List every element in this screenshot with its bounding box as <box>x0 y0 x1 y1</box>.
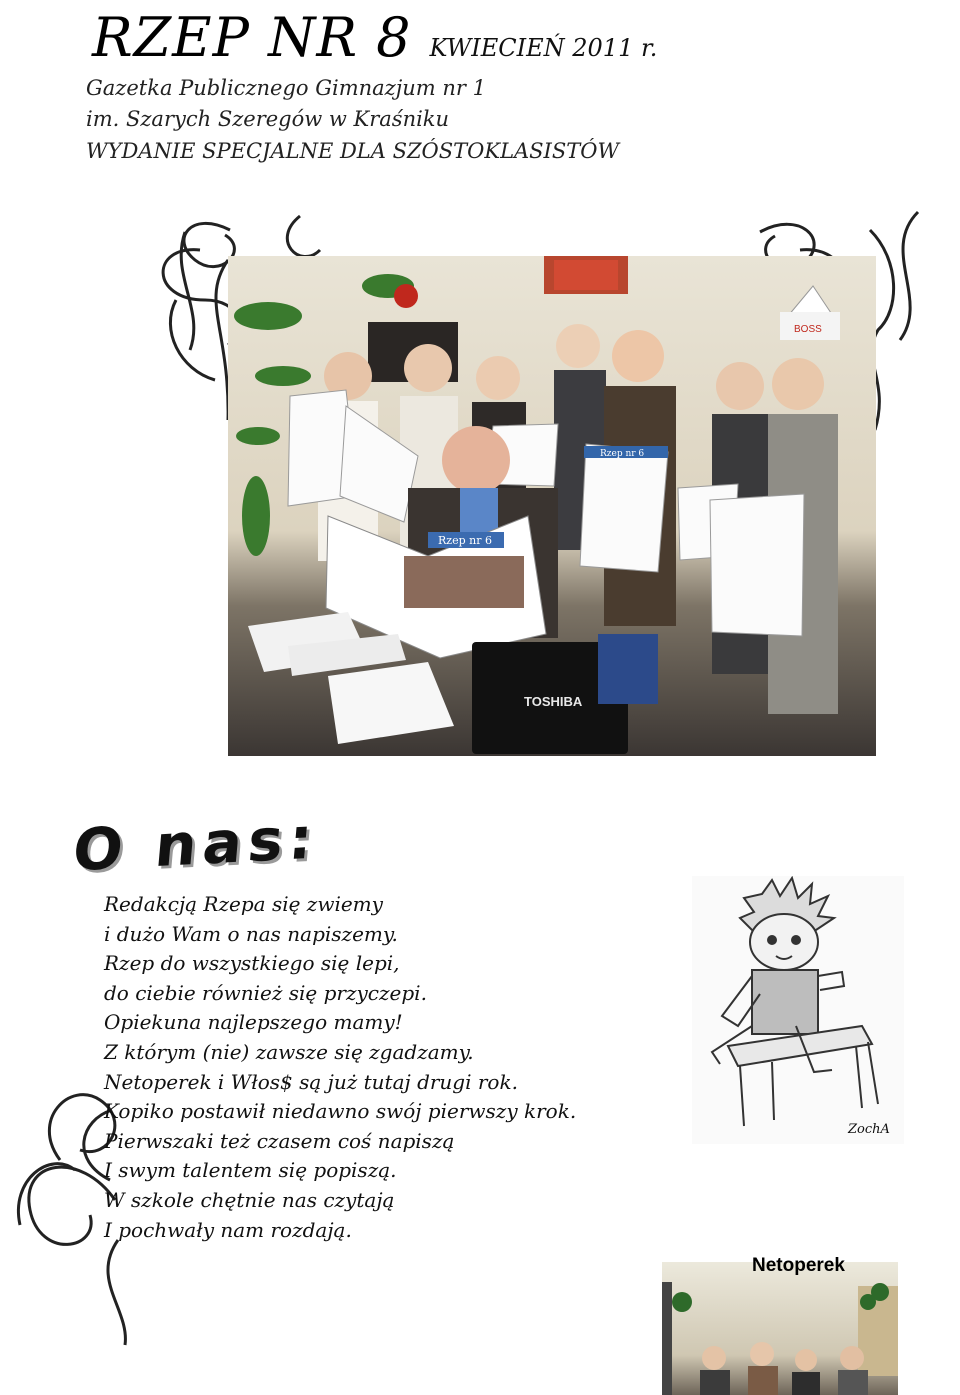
poem-line: I swym talentem się popiszą. <box>104 1158 397 1183</box>
character-sketch <box>692 876 904 1144</box>
issue-date: KWIECIEŃ 2011 r. <box>429 34 658 62</box>
sketch-drawing <box>692 876 904 1144</box>
sketch-credit: ZochA <box>848 1122 890 1137</box>
poem-line: W szkole chętnie nas czytają <box>104 1187 395 1212</box>
masthead-title <box>92 6 657 69</box>
poem-line: Netoperek i Włos$ są już tutaj drugi rok. <box>104 1069 518 1094</box>
netoperek-photo-illustration <box>662 1262 898 1395</box>
poem-line: i dużo Wam o nas napiszemy. <box>104 921 398 946</box>
netoperek-label: Netoperek <box>752 1255 845 1276</box>
poem-line: do ciebie również się przyczepi. <box>104 980 427 1005</box>
main-newspaper-label: Rzep nr 6 <box>438 534 492 547</box>
poem-line: Pierwszaki też czasem coś napiszą <box>104 1128 455 1153</box>
section-heading: O nas: <box>70 803 322 885</box>
poem-line: Kopiko postawił niedawno swój pierwszy krok. <box>104 1099 577 1124</box>
group-photo-illustration <box>228 256 876 756</box>
poem-line: Opiekuna najlepszego mamy! <box>104 1010 403 1035</box>
poem-line: Rzep do wszystkiego się lepi, <box>104 951 400 976</box>
laptop-label: TOSHIBA <box>524 694 583 709</box>
poem-line: Z którym (nie) zawsze się zgadzamy. <box>104 1039 474 1064</box>
netoperek-photo <box>662 1262 898 1395</box>
newspaper-name: RZEP NR 8 <box>92 6 412 69</box>
poem-line: I pochwały nam rozdają. <box>104 1217 352 1242</box>
school-name: Gazetka Publicznego Gimnazjum nr 1 <box>86 76 486 100</box>
hat-label: BOSS <box>794 324 822 335</box>
poem <box>104 890 664 1245</box>
school-patron: im. Szarych Szeregów w Kraśniku <box>86 107 450 131</box>
poem-line: Redakcją Rzepa się zwiemy <box>104 892 383 916</box>
edition-label: WYDANIE SPECJALNE DLA SZÓSTOKLASISTÓW <box>86 139 620 163</box>
held-newspaper-label: Rzep nr 6 <box>600 449 645 459</box>
group-photo <box>228 256 876 756</box>
